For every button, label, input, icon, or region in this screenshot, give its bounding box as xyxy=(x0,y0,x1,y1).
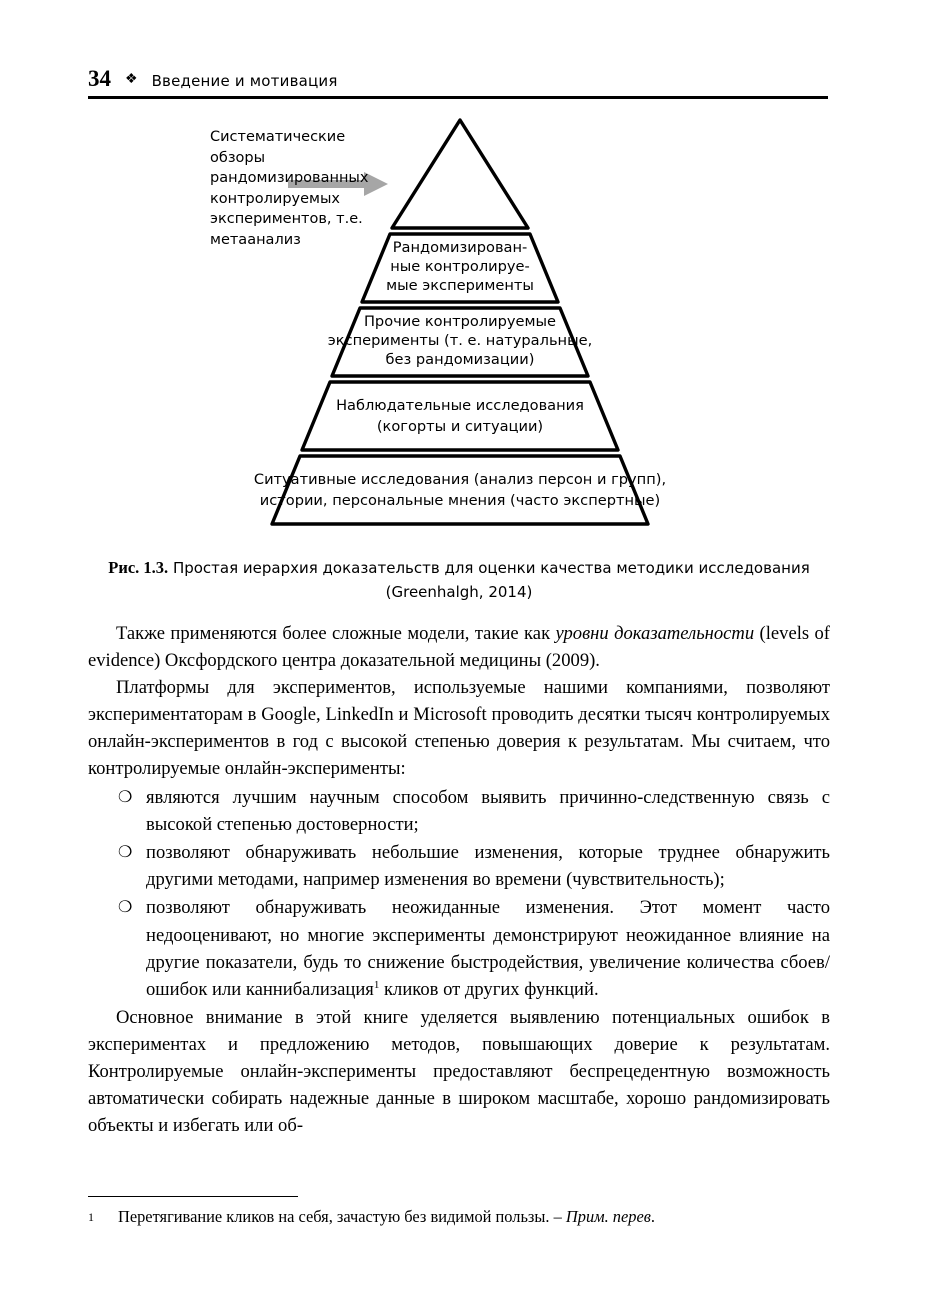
header-divider xyxy=(88,96,828,99)
figure-caption xyxy=(88,556,830,603)
figure-caption-label: Рис. 1.3. xyxy=(108,558,169,577)
pyramid-level-5-line-1: Ситуативные исследования (анализ персон и групп), xyxy=(253,471,667,488)
list-item xyxy=(88,894,830,1002)
pyramid-level-3-line-3: без рандомизации) xyxy=(385,351,535,368)
pyramid-level-2-line-1: Рандомизирован- xyxy=(392,239,528,256)
pyramid-level-3-line-2: эксперименты (т. е. натуральные, xyxy=(327,332,593,349)
pyramid-level-1-shape xyxy=(392,120,528,228)
list-item xyxy=(88,784,830,838)
body-text xyxy=(88,620,830,1139)
footnote-reference: 1 xyxy=(373,978,380,991)
figure-caption-text: Простая иерархия доказательств для оценки качества методики исследования xyxy=(168,559,810,577)
paragraph-3: Основное внимание в этой книге уделяется выявлению потенциальных ошибок в экспериментах и предложению методов, повышающих доверие к результатам. Контролируемые онлайн-эксперименты предоставляют беспрецедентную возможность автоматически собирать надежные данные в широком масштабе, хорошо рандомизировать объекты и избегать или об- xyxy=(88,1006,830,1136)
paragraph-1-part-b: (levels of evidence) Оксфордского центра доказательной медицины (2009). xyxy=(88,623,830,672)
paragraph-2: Платформы для экспериментов, используемые нашими компаниями, позволяют экспериментаторам в Google, LinkedIn и Microsoft проводить десятки тысяч контролируемых онлайн-экспериментов в год с высокой степенью доверия к результатам. Мы считаем, что контролируемые онлайн-эксперименты: xyxy=(88,677,830,780)
list-item-text: являются лучшим научным способом выявить причинно-следственную связь с высокой степенью достоверности; xyxy=(146,787,830,836)
paragraph-1 xyxy=(88,620,830,674)
pyramid-diagram xyxy=(88,110,828,550)
figure-evidence-pyramid xyxy=(88,110,828,550)
paragraph-1-italic: уровни доказательности xyxy=(555,623,755,644)
bullet-marker-icon: ❍ xyxy=(118,842,133,862)
pyramid-level-2-line-2: ные контролируе- xyxy=(390,258,530,275)
pyramid-level-1-callout: Систематические обзоры рандомизированных контролируемых экспериментов, т.е. метаанализ xyxy=(210,129,369,248)
list-item-text-a: позволяют обнаруживать неожиданные изменения. Этот момент часто недооценивают, но многие эксперименты демонстрируют неожиданное влияние на другие показатели, будь то снижение быстродействия, увеличение количества сбоев/ошибок или каннибализация xyxy=(146,897,830,1000)
diamond-ornament-icon: ❖ xyxy=(125,72,138,87)
bullet-list xyxy=(88,784,830,1002)
figure-caption-source: (Greenhalgh, 2014) xyxy=(385,582,533,601)
pyramid-level-4-line-2: (когорты и ситуации) xyxy=(376,418,544,435)
running-head xyxy=(88,66,828,92)
chapter-title: Введение и мотивация xyxy=(151,72,338,90)
pyramid-level-2-line-3: мые эксперименты xyxy=(386,277,534,294)
list-item-text-b: кликов от других функций. xyxy=(379,978,599,1000)
list-item xyxy=(88,839,830,893)
page-number: 34 xyxy=(88,66,111,91)
footnote-text-a: Перетягивание кликов на себя, зачастую без видимой пользы. – xyxy=(118,1207,566,1226)
bullet-marker-icon: ❍ xyxy=(118,787,133,807)
pyramid-level-4-line-1: Наблюдательные исследования xyxy=(336,397,584,414)
bullet-marker-icon: ❍ xyxy=(118,897,133,917)
footnote xyxy=(88,1206,830,1229)
footnote-text xyxy=(118,1206,655,1229)
pyramid-level-4-shape xyxy=(302,382,618,450)
footnote-divider xyxy=(88,1196,298,1197)
list-item-text: позволяют обнаруживать небольшие изменения, которые труднее обнаружить другими методами, например изменения во времени (чувствительность); xyxy=(146,842,830,891)
pyramid-level-3-line-1: Прочие контролируемые xyxy=(363,313,557,330)
footnote-text-b: . xyxy=(650,1207,655,1226)
footnote-text-italic: Прим. перев xyxy=(565,1207,651,1226)
pyramid-level-5-line-2: истории, персональные мнения (часто экспертные) xyxy=(259,492,661,509)
paragraph-1-part-a: Также применяются более сложные модели, такие как xyxy=(116,623,556,644)
footnote-number: 1 xyxy=(88,1210,94,1224)
pyramid-level-5-shape xyxy=(272,456,648,524)
